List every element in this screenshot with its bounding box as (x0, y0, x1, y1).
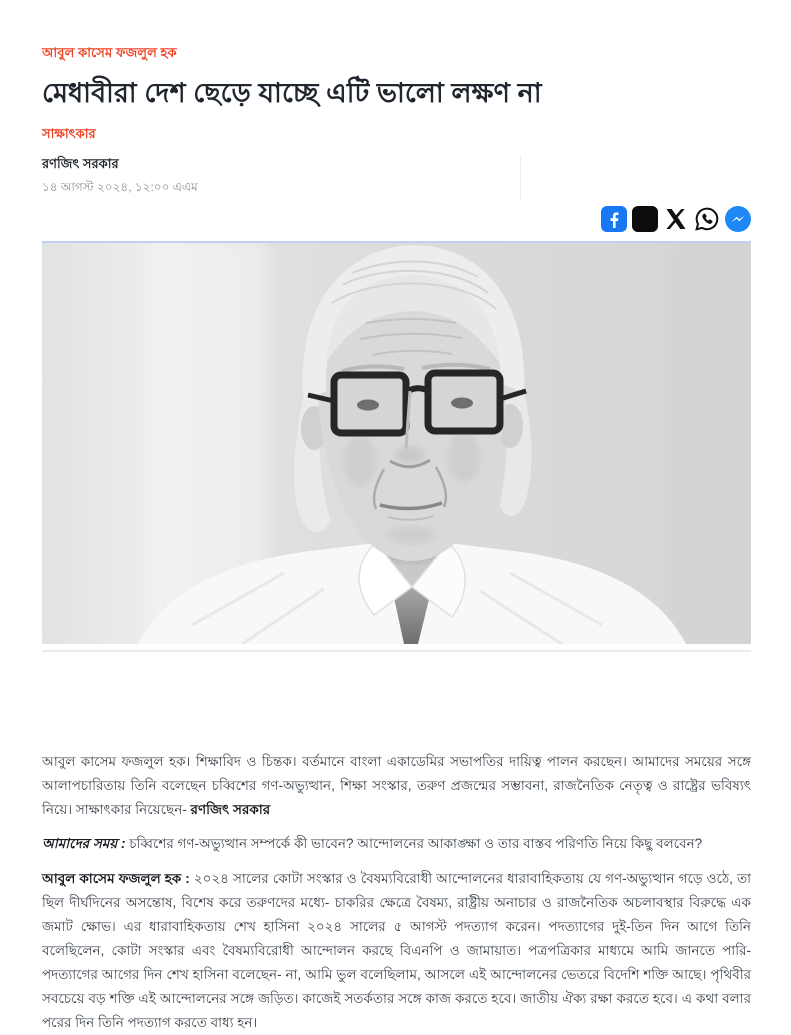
facebook-icon (601, 206, 627, 232)
article-body (42, 750, 751, 1034)
messenger-icon (725, 206, 751, 232)
intro-text: আবুল কাসেম ফজলুল হক। শিক্ষাবিদ ও চিন্তক। বর্তমানে বাংলা একাডেমির সভাপতির দায়িত্ব পালন করছেন। আমাদের সময়ের সঙ্গে আলাপচারিতায় তিনি বলেছেন চব্বিশের গণ-অভ্যুত্থান, শিক্ষা সংস্কার, তরুণ প্রজন্মের সম্ভাবনা, রাজনৈতিক নেতৃত্ব ও রাষ্ট্রের ভবিষ্যৎ নিয়ে। সাক্ষাৎকার নিয়েছেন- (42, 754, 751, 818)
intro-paragraph (42, 750, 751, 822)
facebook-share-button[interactable] (601, 206, 627, 232)
byline-divider (520, 155, 521, 199)
interviewer-name: রণজিৎ সরকার (190, 802, 271, 818)
question-text: চব্বিশের গণ-অভ্যুত্থান সম্পর্কে কী ভাবেন? আন্দোলনের আকাঙ্ক্ষা ও তার বাস্তব পরিণতি নিয়ে কিছু বলবেন? (125, 836, 703, 852)
x-app-icon (632, 206, 658, 232)
whatsapp-share-button[interactable] (694, 206, 720, 232)
answer-text: ২০২৪ সালের কোটা সংস্কার ও বৈষম্যবিরোধী আন্দোলনের ধারাবাহিকতায় যে গণ-অভ্যুত্থান গড়ে ওঠে, তা ছিল দীর্ঘদিনের অসন্তোষ, বিশেষ করে তরুণদের মধ্যে- চাকরির ক্ষেত্রে বৈষম্য, রাষ্ট্রীয় অনাচার ও রাজনৈতিক অচলাবস্থার বিরুদ্ধে এক জমাট ক্ষোভ। এর ধারাবাহিকতায় শেখ হাসিনা ২০২৪ সালের ৫ আগস্ট পদত্যাগ করেন। পদত্যাগের দুই-তিন দিন আগে তিনি বলেছিলেন, কোটা সংস্কার এবং বৈষম্যবিরোধী আন্দোলন করছে বিএনপি ও জামায়াত। পত্রপত্রিকার মাধ্যমে আমি জানতে পারি- পদত্যাগের আগের দিন শেখ হাসিনা বলেছেন- না, আমি ভুল বলেছিলাম, আসলে এই আন্দোলনের ভেতরে বিদেশি শক্তি আছে। পৃথিবীর সবচেয়ে বড় শক্তি এই আন্দোলনের সঙ্গে জড়িত। কাজেই সতর্কতার সঙ্গে কাজ করতে হবে। জাতীয় ঐক্য রক্ষা করতে হবে। এ কথা বলার পরের দিন তিনি পদত্যাগ করতে বাধ্য হন। (42, 870, 751, 1030)
byline (42, 155, 751, 199)
topic-link[interactable]: আবুল কাসেম ফজলুল হক (42, 45, 177, 60)
answer-speaker: আবুল কাসেম ফজলুল হক : (42, 870, 190, 886)
x-app-share-button[interactable] (632, 206, 658, 232)
question-speaker: আমাদের সময় : (42, 836, 126, 852)
photo-divider (42, 650, 751, 652)
messenger-share-button[interactable] (725, 206, 751, 232)
publish-date: ১৪ আগস্ট ২০২৪, ১২:০০ এএম (42, 180, 198, 195)
author-block (42, 155, 520, 199)
article-photo (42, 241, 751, 644)
answer-paragraph (42, 867, 751, 1035)
article-page (42, 0, 751, 1035)
whatsapp-icon (694, 206, 720, 232)
x-share-button[interactable] (663, 206, 689, 232)
share-bar (42, 206, 751, 232)
portrait-image (42, 243, 751, 644)
article-title: মেধাবীরা দেশ ছেড়ে যাচ্ছে এটি ভালো লক্ষণ না (42, 78, 542, 108)
author-name[interactable]: রণজিৎ সরকার (42, 156, 119, 172)
question-paragraph (42, 832, 751, 856)
category-link[interactable]: সাক্ষাৎকার (42, 126, 96, 142)
x-letter-icon (663, 206, 689, 232)
